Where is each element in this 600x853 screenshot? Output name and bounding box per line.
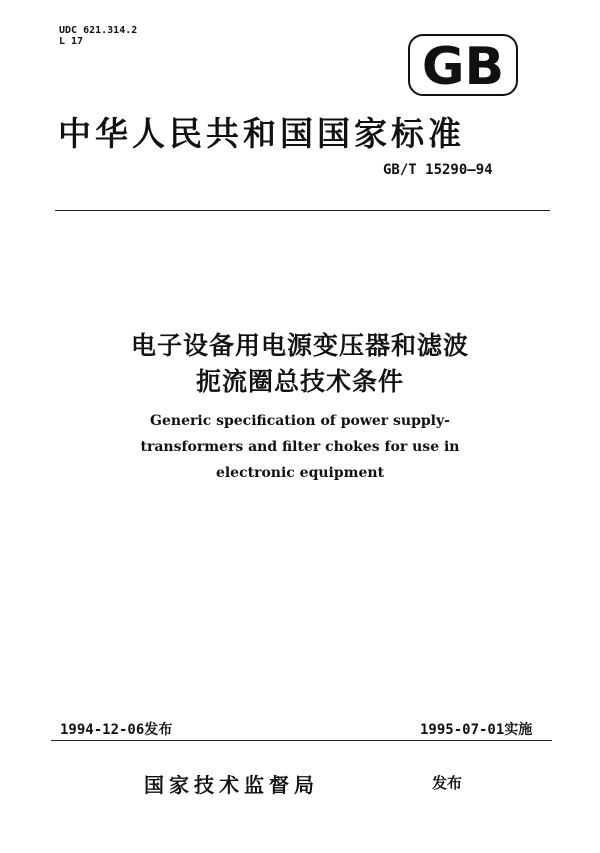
standard-organization: 中华人民共和国国家标准 xyxy=(58,114,465,153)
issuer-suffix: 发布 xyxy=(432,774,463,792)
issuer-name: 国家技术监督局 xyxy=(144,773,319,797)
top-divider xyxy=(55,210,550,211)
issue-date: 1994-12-06发布 xyxy=(60,722,173,738)
udc-block xyxy=(59,25,137,47)
logo-text: GB xyxy=(421,37,505,96)
standard-number: GB/T 15290—94 xyxy=(383,162,493,178)
title-cn-line1: 电子设备用电源变压器和滤波 xyxy=(130,331,469,360)
udc-code: UDC 621.314.2 xyxy=(59,25,138,36)
gb-logo xyxy=(408,34,518,96)
bottom-divider xyxy=(51,740,552,741)
classification-code: L 17 xyxy=(59,36,84,47)
implementation-date: 1995-07-01实施 xyxy=(420,722,533,738)
title-en-line1: Generic specification of power supply- xyxy=(150,413,450,429)
title-en-line3: electronic equipment xyxy=(215,465,385,481)
title-cn-line2: 扼流圈总技术条件 xyxy=(195,367,404,396)
title-en-line2: transformers and filter chokes for use in xyxy=(140,439,460,455)
